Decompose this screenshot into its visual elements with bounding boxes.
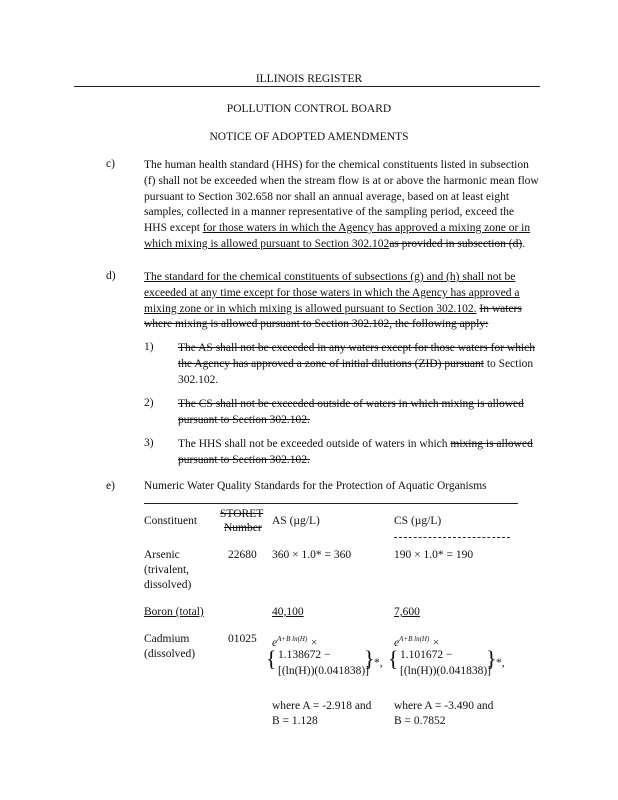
arsenic-cs: 190 × 1.0* = 190 <box>394 549 474 561</box>
col-constituent-header: Constituent <box>144 515 198 527</box>
item-3-deleted: mixing is allowed pursuant to Section 302.102. <box>178 438 533 466</box>
cadmium-as-factor-1: 1.138672 − <box>278 649 331 661</box>
table-header-rule <box>394 537 510 538</box>
cadmium-as-tail: *, <box>374 657 383 669</box>
item-3-plain: The HHS shall not be exceeded outside of waters in which <box>178 438 451 450</box>
cadmium-as-where-1: where A = -2.918 and <box>272 700 372 712</box>
notice-title: NOTICE OF ADOPTED AMENDMENTS <box>209 131 409 143</box>
cadmium-as-exp-sup: A+B ln(H) <box>277 635 308 643</box>
arsenic-constituent-3: dissolved) <box>144 579 192 591</box>
header-rule <box>74 86 540 87</box>
item-1-label: 1) <box>144 341 154 353</box>
item-3-text <box>178 437 538 469</box>
section-c-end: . <box>522 237 526 250</box>
item-1-deleted: The AS shall not be exceeded in any waters except for those waters for which the Agency has approved a zone of initial dilutions (ZID) pursuant <box>178 342 536 370</box>
cadmium-as-open-brace: { <box>266 646 277 671</box>
cadmium-cs-exp: $e^{A+B ln(H)}$ × <box>394 635 440 649</box>
arsenic-as: 360 × 1.0* = 360 <box>272 549 352 561</box>
col-storet-header-2: Number <box>224 522 262 534</box>
cadmium-cs-where-1: where A = -3.490 and <box>394 700 494 712</box>
section-d-deleted: In waters where mixing is allowed pursuant to Section 302.102, the following apply: <box>144 302 522 331</box>
cadmium-cs-open-brace: { <box>388 646 399 671</box>
boron-as: 40,100 <box>272 606 304 618</box>
cadmium-cs-factor-1: 1.101672 − <box>400 649 453 661</box>
cadmium-cs-exp-sup: A+B ln(H) <box>399 635 430 643</box>
item-2-text <box>178 397 538 429</box>
cadmium-as-exp: $e^{A+B ln(H)}$ × <box>272 635 318 649</box>
cadmium-as-close-brace: } <box>364 646 375 671</box>
col-storet-header-1: STORET <box>220 508 264 520</box>
table-top-rule <box>144 503 518 504</box>
arsenic-constituent-1: Arsenic <box>144 549 180 561</box>
cadmium-storet: 01025 <box>228 633 257 645</box>
section-d-inserted: The standard for the chemical constituents of subsections (g) and (h) shall not be exceeded at any time except for those waters in which the Agency has approved a mixing zone or in which mixing is allowed pursuant to Section 302.102. <box>144 271 520 315</box>
cadmium-cs-tail: *, <box>496 657 505 669</box>
col-cs-header: CS (µg/L) <box>394 515 442 527</box>
section-e-title: Numeric Water Quality Standards for the Protection of Aquatic Organisms <box>144 480 487 492</box>
board-title: POLLUTION CONTROL BOARD <box>226 103 392 115</box>
item-1-text <box>178 341 538 388</box>
section-c-text <box>144 158 539 253</box>
cadmium-cs-where-2: B = 0.7852 <box>394 715 446 727</box>
cadmium-cs-close-brace: } <box>486 646 497 671</box>
item-2-label: 2) <box>144 397 154 409</box>
boron-constituent: Boron (total) <box>144 606 204 618</box>
register-title: ILLINOIS REGISTER <box>255 73 363 85</box>
cadmium-as-where-2: B = 1.128 <box>272 715 318 727</box>
section-d-text <box>144 270 539 333</box>
cadmium-constituent-1: Cadmium <box>144 633 190 645</box>
cadmium-constituent-2: (dissolved) <box>144 648 196 660</box>
section-c-label: c) <box>106 158 115 170</box>
col-as-header: AS (µg/L) <box>272 515 320 527</box>
section-c-plain: The human health standard (HHS) for the chemical constituents listed in subsection (f) shall not be exceeded when the stream flow is at or above the harmonic mean flow pursuant to Section 302.658 nor shall an annual average, based on at least eight samples, collected in a manner representative of the sampling period, exceed the HHS except <box>144 159 539 235</box>
item-2-deleted: The CS shall not be exceeded outside of waters in which mixing is allowed pursuant to Section 302.102. <box>178 398 524 426</box>
boron-cs: 7,600 <box>394 606 420 618</box>
cadmium-as-factor-2: [(ln(H))(0.041838)] <box>278 665 370 677</box>
arsenic-storet: 22680 <box>228 549 257 561</box>
cadmium-cs-e: e <box>394 636 400 649</box>
cadmium-cs-factor-2: [(ln(H))(0.041838)] <box>400 665 492 677</box>
item-1-plain: to Section 302.102. <box>178 357 534 386</box>
item-3-label: 3) <box>144 437 154 449</box>
section-c-inserted: for those waters in which the Agency has approved a mixing zone or in which mixing is allowed pursuant to Section 302.102 <box>144 222 531 250</box>
arsenic-constituent-2: (trivalent, <box>144 564 190 576</box>
section-e-label: e) <box>106 480 115 492</box>
section-c-deleted: as provided in subsection (d) <box>389 237 523 250</box>
section-d-label: d) <box>106 270 116 282</box>
cadmium-as-e: e <box>272 636 278 649</box>
